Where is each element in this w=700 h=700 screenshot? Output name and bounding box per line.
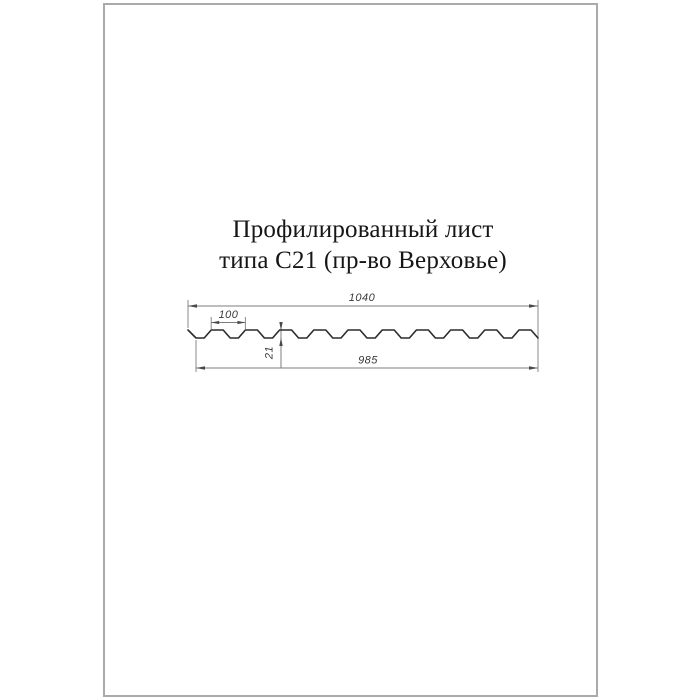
arrow-overall-left xyxy=(188,304,197,308)
dim-label-useful-width: 985 xyxy=(358,354,378,367)
arrow-overall-right xyxy=(529,304,538,308)
arrow-pitch-right xyxy=(237,321,245,324)
arrow-height-bottom xyxy=(279,338,282,347)
arrow-useful-right xyxy=(529,366,538,370)
dim-label-wave-pitch: 100 xyxy=(218,309,239,321)
drawing-title-line2: типа С21 (пр-во Верховье) xyxy=(219,247,507,274)
drawing-title-line1: Профилированный лист xyxy=(232,216,494,243)
dim-label-overall-width: 1040 xyxy=(348,292,376,304)
arrow-useful-left xyxy=(196,366,205,370)
dim-label-profile-height: 21 xyxy=(263,345,276,360)
profile-outline xyxy=(188,330,538,338)
arrow-pitch-left xyxy=(211,321,219,324)
